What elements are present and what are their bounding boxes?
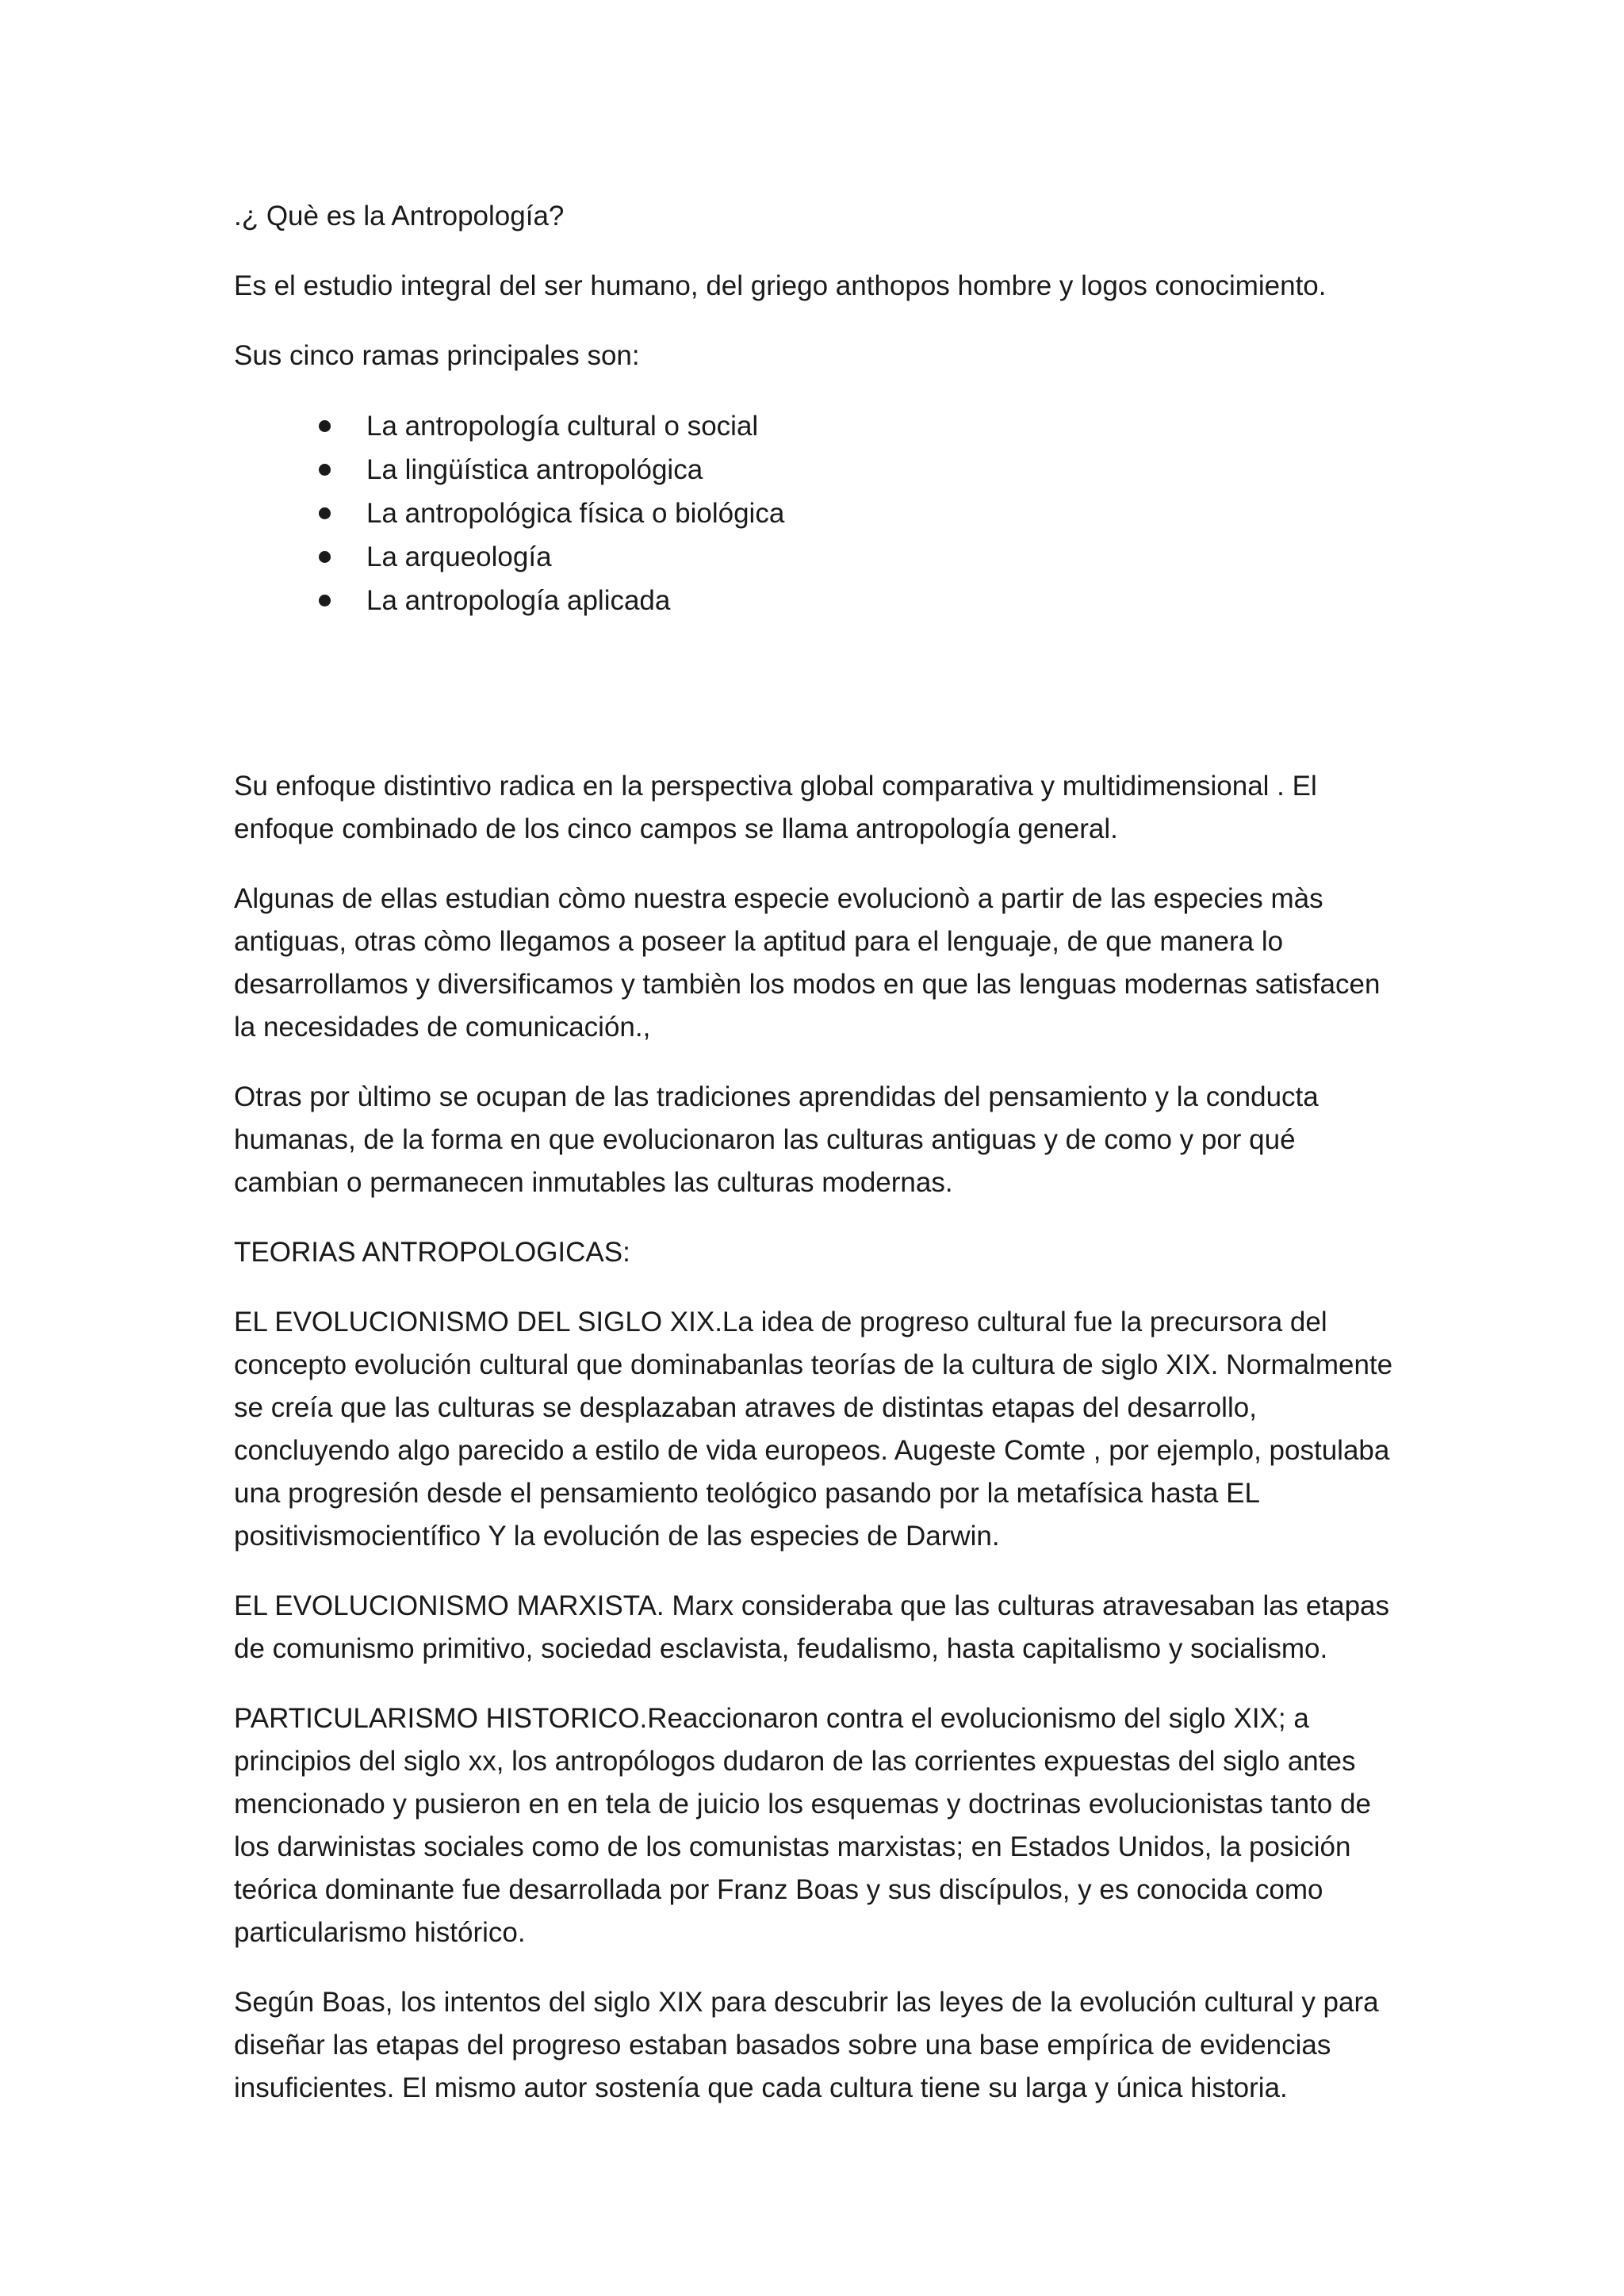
bullet-icon [319,551,331,563]
list-item [234,404,1408,448]
document-body [234,195,1408,2137]
list-item-text: La antropología cultural o social [366,411,759,442]
document-title: .¿ Què es la Antropología? [234,201,565,232]
list-item [234,579,1408,622]
list-item [234,448,1408,492]
list-item-text: La antropológica física o biológica [366,498,785,529]
branches-intro: Sus cinco ramas principales son: [234,340,640,371]
branches-list [234,404,1408,622]
body-paragraph: Otras por ùltimo se ocupan de las tradiciones aprendidas del pensamiento y la conducta humanas, de la forma en que evolucionaron las culturas antiguas y de como y por qué cambian o permanecen inmutables las culturas modernas. [234,1081,1319,1198]
bullet-icon [319,507,331,519]
body-paragraph: EL EVOLUCIONISMO DEL SIGLO XIX.La idea de progreso cultural fue la precursora del concepto evolución cultural que dominabanlas teorías de la cultura de siglo XIX. Normalmente se creía que las culturas se desplazaban atraves de distintas etapas del desarrollo, concluyendo algo parecido a estilo de vida europeos. Augeste Comte , por ejemplo, postulaba una progresión desde el pensamiento teológico pasando por la metafísica hasta EL positivismocientífico Y la evolución de las especies de Darwin. [234,1307,1393,1552]
bullet-icon [319,420,331,432]
list-item-text: La antropología aplicada [366,585,671,616]
list-item-text: La lingüística antropológica [366,454,703,485]
body-paragraph: Su enfoque distintivo radica en la perspectiva global comparativa y multidimensional . El enfoque combinado de los cinco campos se llama antropología general. [234,771,1317,844]
list-item [234,535,1408,579]
body-paragraph: Según Boas, los intentos del siglo XIX para descubrir las leyes de la evolución cultural y para diseñar las etapas del progreso estaban basados sobre una base empírica de evidencias insuficientes. El mismo autor sostenía que cada cultura tiene su larga y única historia. [234,1987,1379,2103]
list-item [234,492,1408,535]
list-item-text: La arqueología [366,541,552,572]
body-paragraph: EL EVOLUCIONISMO MARXISTA. Marx consideraba que las culturas atravesaban las etapas de comunismo primitivo, sociedad esclavista, feudalismo, hasta capitalismo y socialismo. [234,1590,1390,1664]
bullet-icon [319,595,331,607]
intro-paragraph: Es el estudio integral del ser humano, del griego anthopos hombre y logos conocimiento. [234,270,1327,301]
body-paragraph: Algunas de ellas estudian còmo nuestra especie evolucionò a partir de las especies màs antiguas, otras còmo llegamos a poseer la aptitud para el lenguaje, de que manera lo desarrollamos y diversificamos y tambièn los modos en que las lenguas modernas satisfacen la necesidades de comunicación., [234,883,1381,1043]
bullet-icon [319,464,331,476]
body-paragraph: PARTICULARISMO HISTORICO.Reaccionaron contra el evolucionismo del siglo XIX; a principios del siglo xx, los antropólogos dudaron de las corrientes expuestas del siglo antes mencionado y pusieron en en tela de juicio los esquemas y doctrinas evolucionistas tanto de los darwinistas sociales como de los comunistas marxistas; en Estados Unidos, la posición teórica dominante fue desarrollada por Franz Boas y sus discípulos, y es conocida como particularismo histórico. [234,1703,1371,1948]
section-heading: TEORIAS ANTROPOLOGICAS: [234,1237,630,1268]
